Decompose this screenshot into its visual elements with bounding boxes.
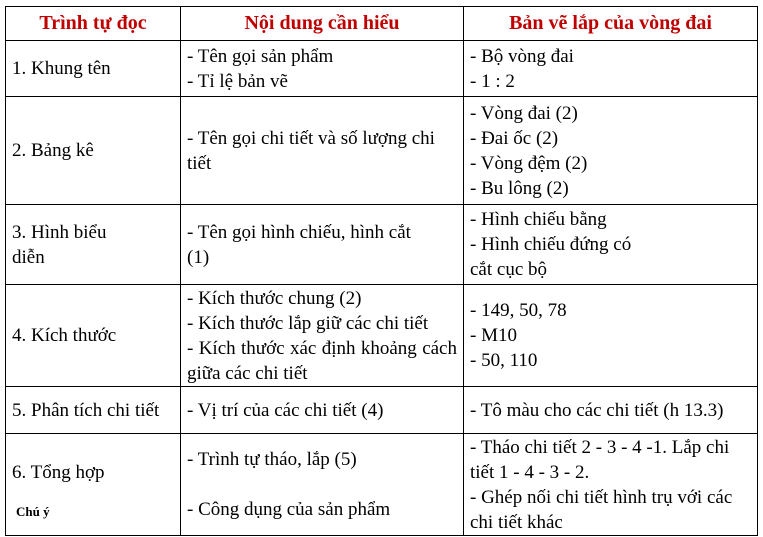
content-cell [181,97,464,205]
header-row [6,7,758,41]
table-row [6,97,758,205]
header-drawing: Bản vẽ lắp của vòng đai [464,7,758,41]
table-row [6,41,758,97]
content-line: - Kích thước chung (2) [187,287,362,309]
content-line: - Công dụng của sản phẩm [187,499,391,520]
drawing-line: - Vòng đai (2) [470,102,578,124]
drawing-cell [464,97,758,205]
content-cell [181,205,464,285]
table-row [6,285,758,387]
content-line: - Tên gọi chi tiết và số lượng chi tiết [187,127,435,174]
drawing-line: - Ghép nối chi tiết hình trụ với các chi tiết khác [470,486,733,533]
reading-table [5,6,758,536]
content-line: - Tỉ lệ bản vẽ [187,70,288,92]
drawing-line: - Hình chiếu đứng có cắt cục bộ [470,234,632,280]
content-line: - Vị trí của các chi tiết (4) [187,399,384,421]
step-cell: 4. Kích thước [6,285,181,387]
header-step: Trình tự đọc [6,7,181,41]
drawing-line: - Bu lông (2) [470,177,569,199]
drawing-cell [464,205,758,285]
content-line: - Kích thước lắp giữ các chi tiết [187,312,429,334]
drawing-line: - 50, 110 [470,350,538,371]
step-cell: 3. Hình biểu diễn [6,205,181,285]
drawing-line: - Tháo chi tiết 2 - 3 - 4 -1. Lắp chi tiết 1 - 4 - 3 - 2. [470,436,730,483]
content-line: - Tên gọi hình chiếu, hình cắt (1) [187,221,411,268]
content-cell [181,285,464,387]
drawing-line: - Đai ốc (2) [470,127,559,149]
drawing-line: - 149, 50, 78 [470,300,567,321]
drawing-cell [464,387,758,434]
content-cell [181,41,464,97]
content-line: - Tên gọi sản phẩm [187,45,334,67]
drawing-cell [464,434,758,536]
content-cell [181,434,464,536]
drawing-line: - Vòng đệm (2) [470,152,588,174]
drawing-line: - M10 [470,325,517,346]
content-line: - Trình tự tháo, lắp (5) [187,449,357,470]
step-cell: 5. Phân tích chi tiết [6,387,181,434]
content-line: - Kích thước xác định khoảng cách giữa các chi tiết [187,337,457,384]
step-cell [6,434,181,536]
drawing-line: - 1 : 2 [470,70,515,92]
step-cell: 1. Khung tên [6,41,181,97]
table-row [6,205,758,285]
step-cell: 2. Bảng kê [6,97,181,205]
drawing-cell [464,41,758,97]
spacer [187,472,457,497]
note-label: Chú ý [16,504,50,519]
table-row [6,387,758,434]
header-content: Nội dung cần hiểu [181,7,464,41]
drawing-line: - Bộ vòng đai [470,45,574,67]
step-label: 6. Tổng hợp [12,462,105,483]
drawing-cell [464,285,758,387]
drawing-line: - Hình chiếu bằng [470,209,607,230]
drawing-line: - Tô màu cho các chi tiết (h 13.3) [470,399,724,421]
table-row [6,434,758,536]
content-cell [181,387,464,434]
